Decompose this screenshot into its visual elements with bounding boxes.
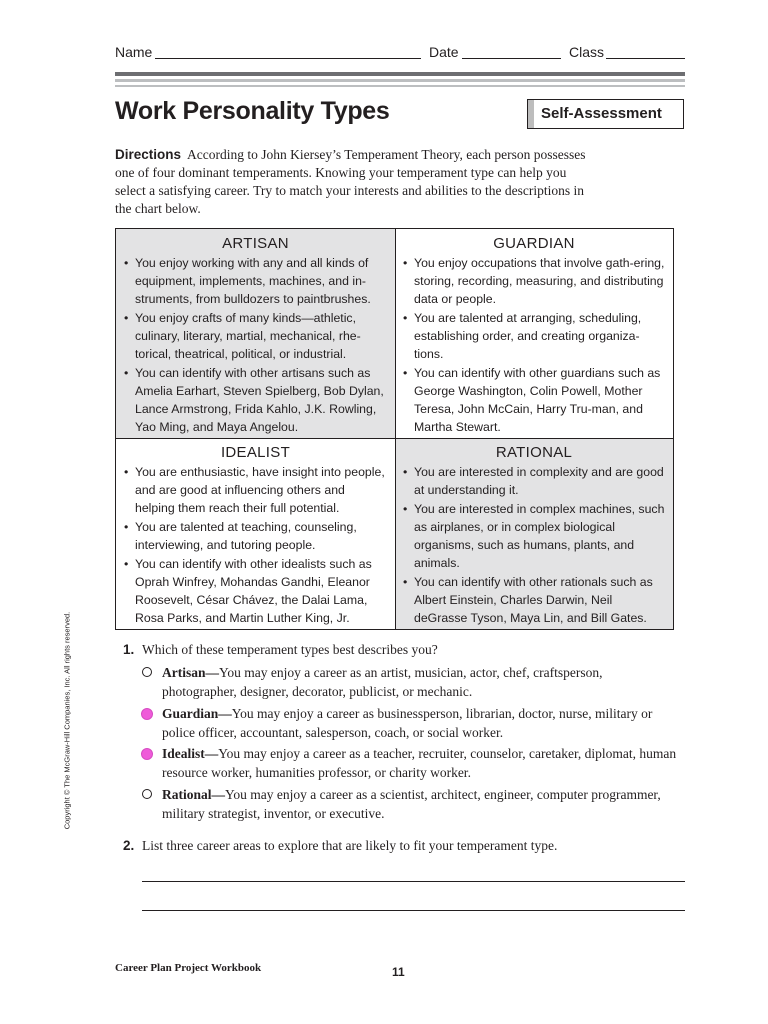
artisan-item: • You can identify with other artisans such as Amelia Earhart, Steven Spielberg, Bob Dylan, Lance Armstrong, Frida Kahlo, J.K. Rowling, Yao Ming, and Maya Angelou.	[124, 364, 387, 436]
class-field[interactable]	[606, 58, 685, 59]
directions-label: Directions	[115, 147, 182, 162]
temperament-chart	[115, 228, 674, 630]
question-1-number: 1.	[123, 642, 135, 657]
option-text: You may enjoy a career as a teacher, recruiter, counselor, caretaker, diplomat, human resource worker, humanities professor, or charity worker.	[162, 746, 677, 780]
student-info-header	[115, 44, 685, 62]
option-text: You may enjoy a career as an artist, musician, actor, chef, craftsperson, photographer, designer, decorator, publicist, or mechanic.	[162, 665, 603, 699]
guardian-item: • You can identify with other guardians such as George Washington, Colin Powell, Mother Teresa, John McCain, Harry Tru-man, and Martha Stewart.	[403, 364, 665, 436]
rational-item: • You can identify with other rationals such as Albert Einstein, Charles Darwin, Neil deGrasse Tyson, Maya Lin, and Bill Gates.	[403, 573, 665, 627]
radio-artisan[interactable]	[142, 667, 152, 677]
name-label: Name	[115, 44, 153, 60]
artisan-item: • You enjoy working with any and all kinds of equipment, implements, machines, and in-struments, from bulldozers to paintbrushes.	[124, 254, 387, 308]
date-label: Date	[429, 44, 459, 60]
name-field[interactable]	[155, 58, 421, 59]
artisan-item: • You enjoy crafts of many kinds—athletic, culinary, literary, martial, mechanical, rhe-torical, theatrical, political, or industrial.	[124, 309, 387, 363]
guardian-item: • You enjoy occupations that involve gath-ering, storing, recording, measuring, and distributing data or people.	[403, 254, 665, 308]
class-label: Class	[569, 44, 605, 60]
date-field[interactable]	[462, 58, 561, 59]
chart-vertical-divider	[395, 229, 396, 629]
guardian-cell	[395, 229, 673, 438]
header-rule-dark	[115, 72, 685, 76]
option-label: Artisan—	[162, 665, 219, 680]
question-2-text: List three career areas to explore that are likely to fit your temperament type.	[142, 838, 558, 853]
badge-accent-bar	[528, 100, 534, 128]
radio-rational[interactable]	[142, 789, 152, 799]
option-label: Rational—	[162, 787, 226, 802]
header-rule-light	[115, 79, 685, 82]
self-assessment-badge	[527, 99, 684, 129]
guardian-heading: GUARDIAN	[493, 235, 575, 252]
directions-text: According to John Kiersey’s Temperament Theory, each person possesses one of four dominant temperaments. Knowing your temperament type can help you select a satisfying career. Try to match your interests and abilities to the descriptions in the chart below.	[115, 147, 586, 216]
directions-paragraph	[115, 146, 595, 218]
idealist-item: • You are talented at teaching, counseling, interviewing, and tutoring people.	[124, 518, 387, 554]
option-label: Idealist—	[162, 746, 219, 761]
artisan-heading: ARTISAN	[222, 235, 289, 252]
rational-cell	[395, 438, 673, 629]
guardian-item: • You are talented at arranging, scheduling, establishing order, and creating organiza-tions.	[403, 309, 665, 363]
idealist-item: • You are enthusiastic, have insight into people, and are good at influencing others and helping them reach their full potential.	[124, 463, 387, 517]
artisan-cell	[116, 229, 395, 438]
badge-label: Self-Assessment	[541, 105, 662, 122]
footer-workbook-title: Career Plan Project Workbook	[115, 962, 262, 974]
question-1-text: Which of these temperament types best describes you?	[142, 642, 438, 657]
page-number: 11	[392, 965, 405, 979]
chart-horizontal-divider	[116, 438, 673, 439]
rational-item: • You are interested in complexity and are good at understanding it.	[403, 463, 665, 499]
radio-idealist[interactable]	[141, 748, 153, 760]
answer-line-1[interactable]	[142, 881, 685, 882]
idealist-cell	[116, 438, 395, 629]
page-title: Work Personality Types	[115, 97, 390, 125]
idealist-item: • You can identify with other idealists such as Oprah Winfrey, Mohandas Gandhi, Eleanor Roosevelt, César Chávez, the Dalai Lama, Rosa Parks, and Martin Luther King, Jr.	[124, 555, 387, 627]
rational-heading: RATIONAL	[495, 444, 573, 461]
radio-guardian[interactable]	[141, 708, 153, 720]
answer-line-2[interactable]	[142, 910, 685, 911]
idealist-heading: IDEALIST	[220, 444, 291, 461]
header-rule-light-2	[115, 85, 685, 87]
copyright-notice: Copyright © The McGraw-Hill Companies, Inc. All rights reserved.	[62, 611, 72, 830]
option-text: You may enjoy a career as a scientist, architect, engineer, computer programmer, military strategist, inventor, or executive.	[162, 787, 661, 821]
question-2-number: 2.	[123, 838, 135, 853]
option-text: You may enjoy a career as businessperson, librarian, doctor, nurse, military or police officer, accountant, salesperson, coach, or social worker.	[162, 706, 653, 740]
rational-item: • You are interested in complex machines, such as airplanes, or in complex biological organisms, such as humans, plants, and animals.	[403, 500, 665, 572]
option-label: Guardian—	[162, 706, 232, 721]
